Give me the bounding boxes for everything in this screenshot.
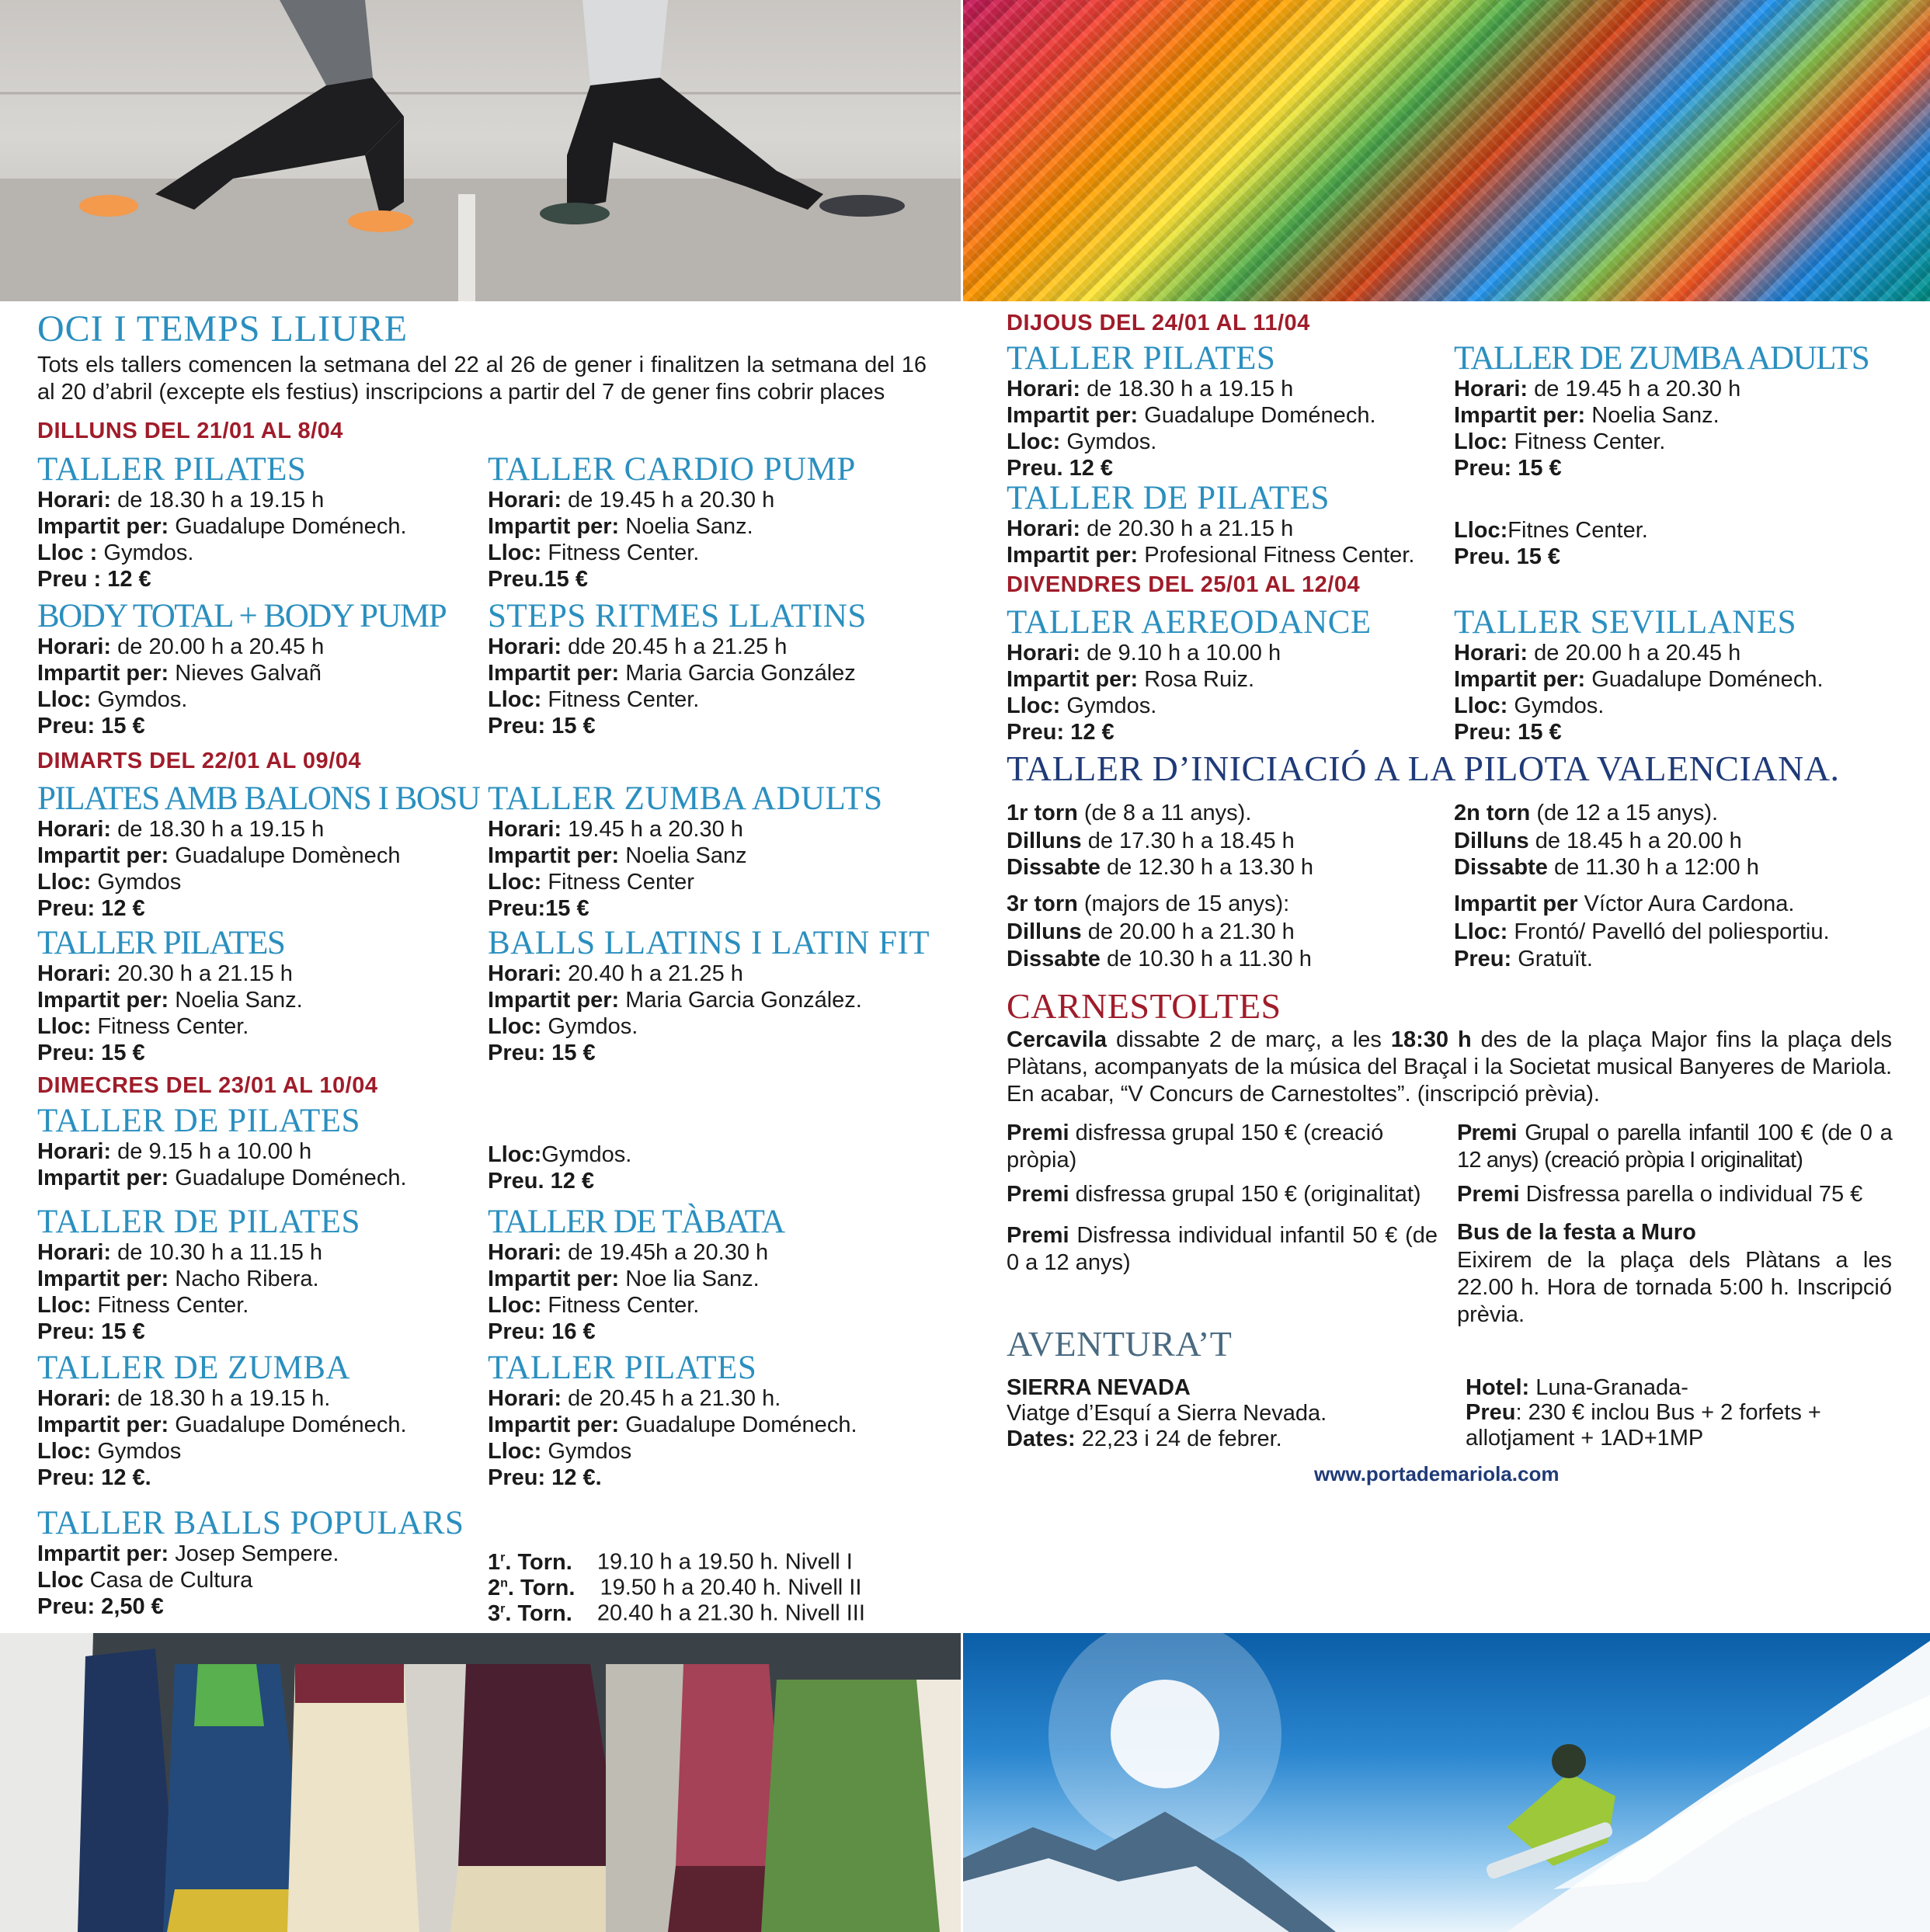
- workshop-detail: Preu: 12 €.: [37, 1465, 151, 1490]
- workshop-detail: Impartit per: Noelia Sanz.: [37, 988, 303, 1013]
- workshop-detail: Lloc: Gymdos.: [1007, 693, 1157, 718]
- workshop-detail: Impartit per: Guadalupe Doménech.: [488, 1413, 857, 1437]
- aventura-place: SIERRA NEVADA: [1007, 1375, 1191, 1400]
- workshop-detail: Impartit per: Profesional Fitness Center.: [1007, 543, 1415, 568]
- pilota-line: Lloc: Frontó/ Pavelló del poliesportiu.: [1454, 919, 1830, 944]
- workshop-block: [1454, 606, 1824, 745]
- workshop-detail: Lloc : Gymdos.: [37, 540, 194, 565]
- traditional-dancers-photo: [0, 1633, 961, 1932]
- workshop-detail: Lloc: Gymdos: [37, 870, 182, 895]
- workshop-detail: Impartit per: Noelia Sanz.: [488, 514, 753, 539]
- page-title: OCI I TEMPS LLIURE: [37, 308, 409, 349]
- pilota-line: Dilluns de 17.30 h a 18.45 h: [1007, 829, 1295, 853]
- workshop-block: [488, 926, 930, 1066]
- workshop-title: TALLER DE ZUMBA: [37, 1350, 350, 1386]
- pilota-title: TALLER D’INICIACIÓ A LA PILOTA VALENCIANA.: [1007, 749, 1840, 788]
- workshop-detail: Impartit per: Noelia Sanz: [488, 843, 747, 868]
- workshop-detail: Impartit per: Josep Sempere.: [37, 1541, 339, 1566]
- workshop-title: TALLER PILATES: [37, 451, 307, 488]
- day-heading-dijous: DIJOUS DEL 24/01 AL 11/04: [1007, 311, 1310, 335]
- carnestoltes-title: CARNESTOLTES: [1007, 986, 1281, 1026]
- workshop-detail: Impartit per: Guadalupe Domènech: [37, 843, 401, 868]
- workshop-title: TALLER DE PILATES: [37, 1103, 360, 1139]
- workshop-block: [1007, 342, 1376, 481]
- workshop-detail: Preu: 15 €: [37, 1319, 145, 1344]
- workshop-detail: Horari: de 20.00 h a 20.45 h: [1454, 641, 1741, 665]
- workshop-title: TALLER AEREODANCE: [1007, 604, 1372, 641]
- workshop-detail: Preu: 2,50 €: [37, 1594, 164, 1619]
- workshop-block: [488, 1351, 857, 1491]
- pilota-line: Preu: Gratuït.: [1454, 947, 1593, 971]
- workshop-detail: Impartit per: Guadalupe Doménech.: [1007, 403, 1376, 428]
- pilota-line: Dissabte de 11.30 h a 12:00 h: [1454, 855, 1759, 880]
- workshop-block: [37, 1351, 407, 1491]
- workshop-detail: Horari: de 9.10 h a 10.00 h: [1007, 641, 1281, 665]
- workshop-block: [37, 1205, 360, 1345]
- colorful-abstract-image: [963, 0, 1930, 301]
- torn-row: 3$^r$. Torn. 20.40 h a 21.30 h. Nivell III: [488, 1600, 865, 1626]
- workshop-detail: Preu: 15 €: [1454, 720, 1562, 745]
- workshop-detail: Lloc: Gymdos.: [1007, 429, 1157, 454]
- workshop-detail: Impartit per: Guadalupe Doménech.: [1454, 667, 1824, 692]
- day-heading-dimarts: DIMARTS DEL 22/01 AL 09/04: [37, 749, 362, 773]
- workshop-detail: Preu: 15 €: [488, 1041, 596, 1065]
- aventura-price: Preu: 230 € inclou Bus + 2 forfets + allotjament + 1AD+1MP: [1466, 1400, 1821, 1451]
- workshop-detail: Horari: de 18.30 h a 19.15 h: [37, 488, 325, 513]
- workshop-detail: Impartit per: Guadalupe Doménech.: [37, 1413, 407, 1437]
- pilota-line: Impartit per Víctor Aura Cardona.: [1454, 891, 1795, 916]
- workshop-detail: Lloc: Fitness Center.: [488, 540, 700, 565]
- workshop-detail: Horari: de 20.00 h a 20.45 h: [37, 634, 325, 659]
- workshop-title: BODY TOTAL + BODY PUMP: [37, 598, 447, 634]
- intro-text: Tots els tallers comencen la setmana del 22 al 26 de gener i finalitzen la setmana del 16 al 20 d’abril (excepte els festius) inscripcions a partir del 7 de gener fins cobrir places: [37, 353, 927, 405]
- workshop-detail: Lloc: Gymdos.: [1454, 693, 1605, 718]
- pilota-line: Dissabte de 10.30 h a 11.30 h: [1007, 947, 1312, 971]
- workshop-detail: Horari: de 18.30 h a 19.15 h: [37, 817, 325, 842]
- prize-item: Premi Disfressa individual infantil 50 € (de 0 a 12 anys): [1007, 1223, 1438, 1275]
- workshop-block: [1007, 606, 1372, 745]
- workshop-detail: Lloc: Gymdos.: [37, 687, 188, 712]
- workshop-detail: Lloc: Fitness Center.: [488, 1293, 700, 1318]
- workshop-detail: Impartit per: Maria Garcia González: [488, 661, 856, 686]
- workshop-detail: Lloc: Fitness Center.: [37, 1293, 249, 1318]
- workshop-detail: Horari: de 18.30 h a 19.15 h: [1007, 377, 1294, 401]
- workshop-detail: Preu: 12 €: [37, 896, 145, 921]
- prize-item: Premi disfressa grupal 150 € (originalitat): [1007, 1182, 1421, 1207]
- pilota-line: 1r torn (de 8 a 11 anys).: [1007, 801, 1252, 825]
- day-heading-dimecres: DIMECRES DEL 23/01 AL 10/04: [37, 1073, 378, 1098]
- aventura-title: AVENTURA’T: [1007, 1324, 1233, 1364]
- pilota-line: 3r torn (majors de 15 anys):: [1007, 891, 1290, 916]
- workshop-detail: Horari: de 20.45 h a 21.30 h.: [488, 1386, 781, 1411]
- workshop-detail: Impartit per: Guadalupe Doménech.: [37, 1166, 407, 1190]
- workshop-detail: Preu: 15 €: [488, 714, 596, 738]
- workshop-detail: Horari: de 18.30 h a 19.15 h.: [37, 1386, 331, 1411]
- workshop-block: [488, 782, 883, 922]
- pilota-line: Dilluns de 18.45 h a 20.00 h: [1454, 829, 1742, 853]
- workshop-detail: Lloc: Fitness Center: [488, 870, 694, 895]
- pilota-line: Dilluns de 20.00 h a 21.30 h: [1007, 919, 1295, 944]
- prize-item: Premi Disfressa parella o individual 75 €: [1457, 1182, 1863, 1207]
- workshop-detail: Lloc Casa de Cultura: [37, 1568, 253, 1593]
- workshop-detail: Impartit per: Maria Garcia González.: [488, 988, 862, 1013]
- workshop-detail: Lloc: Gymdos: [488, 1439, 632, 1464]
- workshop-block: [488, 1205, 784, 1345]
- workshop-detail: Horari: de 10.30 h a 11.15 h: [37, 1240, 323, 1265]
- day-heading-dilluns: DILLUNS DEL 21/01 AL 8/04: [37, 419, 343, 443]
- aventura-hotel: Hotel: Luna-Granada-: [1466, 1375, 1688, 1400]
- workshop-detail: Horari: de 19.45 h a 20.30 h: [488, 488, 775, 513]
- prize-item: Premi disfressa grupal 150 € (creació pròpia): [1007, 1121, 1384, 1173]
- bus-title: Bus de la festa a Muro: [1457, 1220, 1696, 1245]
- workshop-detail: Preu: 15 €: [37, 714, 145, 738]
- workshop-detail: Impartit per: Noe lia Sanz.: [488, 1267, 760, 1291]
- snowboarder-photo: [963, 1633, 1930, 1932]
- workshop-block: [488, 599, 867, 739]
- aventura-dates: Dates: 22,23 i 24 de febrer.: [1007, 1426, 1282, 1451]
- workshop-detail: Impartit per: Nacho Ribera.: [37, 1267, 319, 1291]
- workshop-detail: Preu: 15 €: [37, 1041, 145, 1065]
- torn-row: 2$^n$. Torn. 19.50 h a 20.40 h. Nivell II: [488, 1575, 862, 1600]
- workshop-title: STEPS RITMES LLATINS: [488, 598, 867, 634]
- website-link[interactable]: www.portademariola.com: [1314, 1462, 1560, 1485]
- workshop-detail: Horari: de 19.45h a 20.30 h: [488, 1240, 769, 1265]
- workshop-title: TALLER SEVILLANES: [1454, 604, 1796, 641]
- workshop-title: TALLER PILATES: [37, 925, 285, 961]
- workshop-title: TALLER ZUMBA ADULTS: [488, 780, 883, 817]
- workshop-detail: Impartit per: Noelia Sanz.: [1454, 403, 1720, 428]
- pilota-line: Dissabte de 12.30 h a 13.30 h: [1007, 855, 1314, 880]
- workshop-title: TALLER DE PILATES: [1007, 480, 1330, 516]
- workshop-detail: Horari: de 19.45 h a 20.30 h: [1454, 377, 1741, 401]
- day-heading-divendres: DIVENDRES DEL 25/01 AL 12/04: [1007, 572, 1361, 597]
- workshop-title: PILATES AMB BALONS I BOSU: [37, 780, 480, 817]
- workshop-detail: Lloc: Fitness Center.: [37, 1014, 249, 1039]
- workshop-block: [37, 1104, 407, 1191]
- workshop-title: TALLER PILATES: [488, 1350, 757, 1386]
- workshop-title: TALLER DE TÀBATA: [488, 1204, 784, 1240]
- workshop-detail: Preu:15 €: [488, 896, 589, 921]
- workshop-detail: Horari: dde 20.45 h a 21.25 h: [488, 634, 788, 659]
- workshop-detail: Preu. 15 €: [1454, 544, 1561, 569]
- workshop-title: TALLER DE ZUMBA ADULTS: [1454, 340, 1869, 377]
- workshop-detail: Horari: 20.30 h a 21.15 h: [37, 961, 293, 986]
- workshop-detail: Horari: de 9.15 h a 10.00 h: [37, 1139, 312, 1164]
- workshop-block: [488, 453, 856, 592]
- torn-row: 1$^r$. Torn. 19.10 h a 19.50 h. Nivell I: [488, 1549, 853, 1575]
- workshop-title: BALLS LLATINS I LATIN FIT: [488, 925, 930, 961]
- workshop-detail: Lloc:Fitnes Center.: [1454, 518, 1648, 543]
- workshop-detail: Lloc: Gymdos: [37, 1439, 182, 1464]
- pilota-line: 2n torn (de 12 a 15 anys).: [1454, 801, 1719, 825]
- workshop-detail: Lloc: Fitness Center.: [1454, 429, 1666, 454]
- workshop-block: [37, 782, 479, 922]
- workshop-detail: Lloc: Fitness Center.: [488, 687, 700, 712]
- workshop-detail: Preu: 15 €: [1454, 456, 1562, 481]
- workshop-detail: Preu: 12 €: [1007, 720, 1115, 745]
- workshop-detail: Impartit per: Nieves Galvañ: [37, 661, 322, 686]
- workshop-block: [1007, 481, 1414, 568]
- workshop-block: [37, 926, 303, 1066]
- workshop-block: [1454, 517, 1648, 570]
- prize-item: Premi Grupal o parella infantil 100 € (de 0 a 12 anys) (creació pròpia I originalitat): [1457, 1121, 1892, 1173]
- workshop-detail: Impartit per: Guadalupe Doménech.: [37, 514, 407, 539]
- workshop-title: TALLER BALLS POPULARS: [37, 1505, 464, 1541]
- workshop-block: [37, 453, 407, 592]
- workshop-title: TALLER PILATES: [1007, 340, 1276, 377]
- workshop-title: TALLER DE PILATES: [37, 1204, 360, 1240]
- workshop-block: [488, 1141, 631, 1194]
- stretching-photo: [0, 0, 961, 301]
- bus-text: Eixirem de la plaça dels Plàtans a les 22.00 h. Hora de tornada 5:00 h. Inscripció prèvia.: [1457, 1248, 1892, 1327]
- workshop-detail: Preu: 16 €: [488, 1319, 596, 1344]
- aventura-trip: Viatge d’Esquí a Sierra Nevada.: [1007, 1401, 1327, 1426]
- workshop-detail: Horari: 19.45 h a 20.30 h: [488, 817, 743, 842]
- workshop-detail: Lloc:Gymdos.: [488, 1142, 632, 1167]
- workshop-block: [37, 599, 446, 739]
- workshop-detail: Preu: 12 €.: [488, 1465, 602, 1490]
- workshop-detail: Preu : 12 €: [37, 567, 151, 592]
- workshop-detail: Horari: 20.40 h a 21.25 h: [488, 961, 743, 986]
- workshop-detail: Preu.15 €: [488, 567, 588, 592]
- workshop-block: [37, 1506, 464, 1620]
- workshop-block: [1454, 342, 1869, 481]
- workshop-detail: Preu. 12 €: [1007, 456, 1114, 481]
- workshop-detail: Horari: de 20.30 h a 21.15 h: [1007, 516, 1294, 541]
- workshop-detail: Preu. 12 €: [488, 1169, 595, 1194]
- workshop-title: TALLER CARDIO PUMP: [488, 451, 856, 488]
- workshop-detail: Impartit per: Rosa Ruiz.: [1007, 667, 1255, 692]
- workshop-detail: Lloc: Gymdos.: [488, 1014, 638, 1039]
- carnestoltes-intro: Cercavila dissabte 2 de març, a les 18:30 h des de la plaça Major fins la plaça dels Plàtans, acompanyats de la música del Braçal i la Societat musical Banyeres de Mariola. En acabar, “V Concurs de Carnestoltes”. (inscripció prèvia).: [1007, 1027, 1893, 1107]
